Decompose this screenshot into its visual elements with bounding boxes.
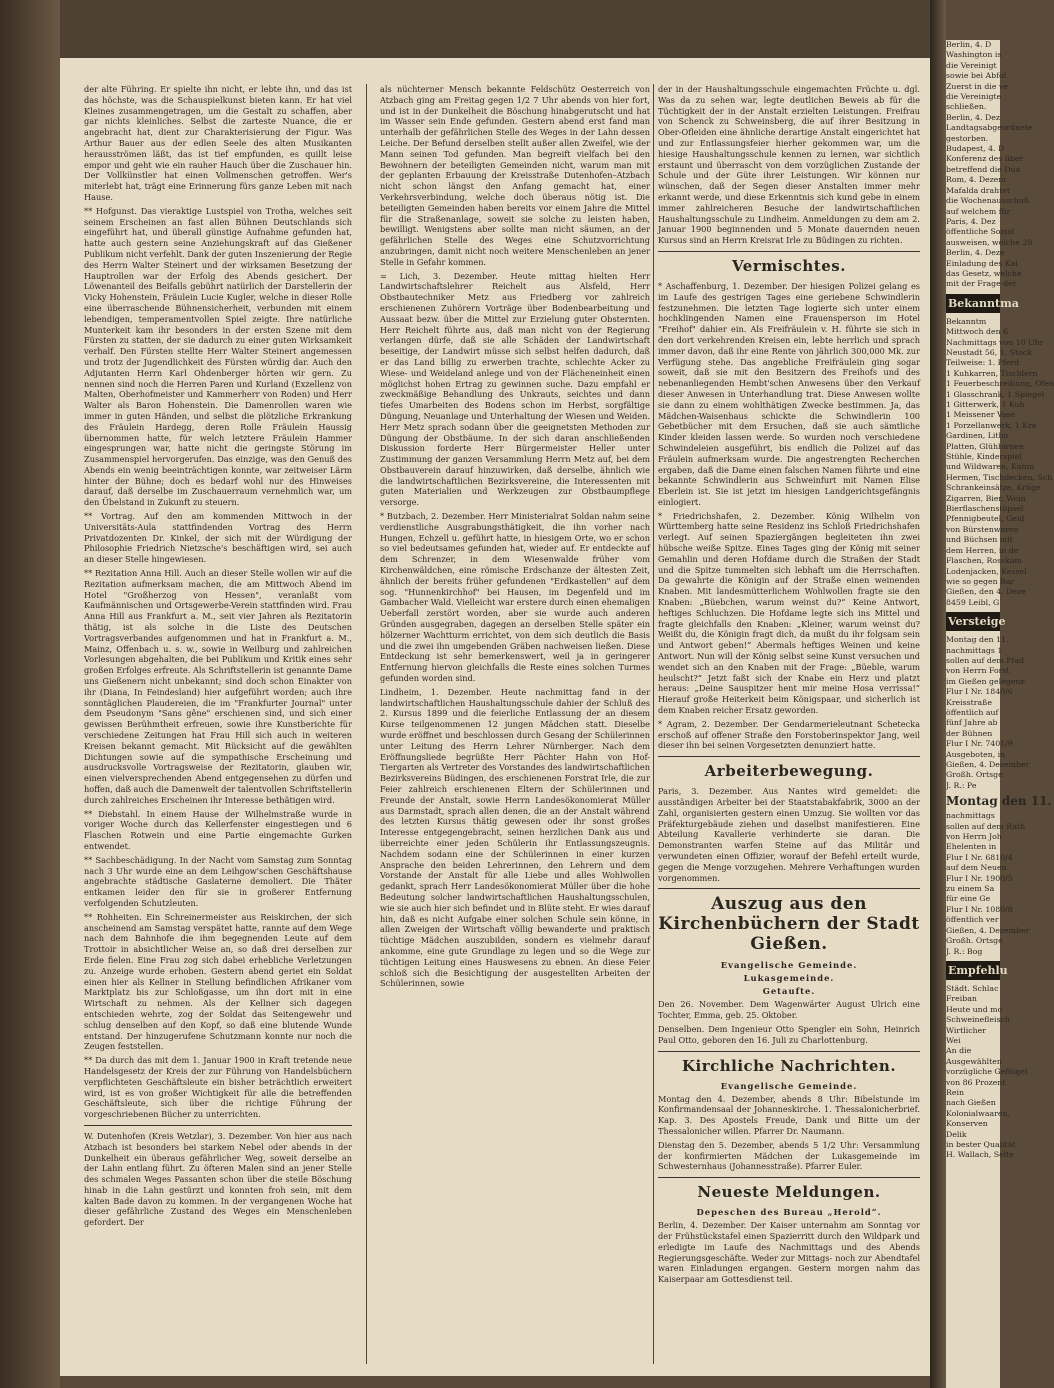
column-2: [380, 84, 650, 992]
adjacent-page-line: Einladung des Kai: [946, 258, 1018, 268]
adjacent-page-lines: [946, 40, 1033, 290]
adjacent-page-line: mit der Frage der: [946, 279, 1017, 289]
adjacent-page-lines: [946, 635, 1030, 791]
article-handelsgesetz: ** Da durch das mit dem 1. Januar 1900 in Kraft tretende neue Handelsgesetz der Kreis der zur Führung von Handelsbüchern verpflichteten Geschäftsleute ein bisher beträchtlich erweitert wird, ist es von großer Wichtigkeit für alle die betreffenden Geschäftsleute, sich über die richtige Führung der vorgeschriebenen Bücher zu unterrichten.: [84, 1055, 352, 1120]
article-butzbach: * Butzbach, 2. Dezember. Herr Ministerialrat Soldan nahm seine verdienstliche Ausgrabungsthätigkeit, die ihn vorher nach Hungen, Echzell u. geführt hatte, in hiesigem Orte, wo er schon so viel bedeutsames gefunden hat, wieder auf. Er entdeckte auf dem Schrenzer, in dem Wiesenwalde früher vom Kirchenwäldchen, eine römische Erdschanze der ältesten Zeit, ähnlich der bereits früher gefundenen "Erdkastellen" auf dem sog. "Hunnenkirchhof" bei Hausen, im Degenfeld und im Gambacher Wald. Vielleicht war erstere durch einen ehemaligen Ueberfall zerstört worden, aber sie wurde auch anderen Gründen ausgegraben, dagegen an derselben Stelle später ein hölzerner Wachtturm errichtet, von dem sich deutlich die Basis und die zwei ihn umgebenden Gräben nachweisen ließen. Diese Entdeckung ist sehr bemerkenswert, weil ja in geringerer Entfernung hiervon gleichfalls die Reste eines solchen Turmes gefunden worden sind.: [380, 511, 650, 684]
adjacent-page-line: Flaschen, Rosskam: [946, 556, 1022, 566]
adjacent-page-line: nach Gießen: [946, 1098, 996, 1108]
adjacent-page-lines: [946, 316, 1054, 608]
adjacent-page-line: Konserven: [946, 1119, 988, 1129]
adjacent-page-strip: [946, 40, 1054, 1388]
adjacent-page-line: H. Wallach, Selte: [946, 1150, 1014, 1160]
adjacent-page-line: und Büchsen mit: [946, 535, 1013, 545]
adjacent-page-line: Gießen, 4. Dezember: [946, 760, 1030, 769]
adjacent-page-line: 1 Feuerbeschreibung, Ofen: [946, 379, 1054, 389]
adjacent-page-line: die Vereinigte: [946, 92, 1002, 102]
adjacent-page-line: von Bürstenwaren: [946, 524, 1019, 534]
adjacent-page-line: sollen auf dem Pfad: [946, 655, 1025, 665]
adjacent-page-line: das Gesetz, welche: [946, 268, 1022, 278]
column-1: [84, 84, 352, 1231]
adjacent-page-line: sollen auf dem Rath: [946, 821, 1026, 831]
adjacent-page-line: auf welchem für: [946, 206, 1011, 216]
adjacent-page-line: Freiban: [946, 994, 977, 1004]
article-dutenhofen: W. Dutenhofen (Kreis Wetzlar), 3. Dezember. Von hier aus nach Atzbach ist besonders bei starkem Nebel oder abends in der Dunkelheit ein überaus gefährlicher Weg, soweit derselbe an der Lahn entlang führt. Zu öfteren Malen sind an jener Stelle des schmalen Weges Passanten schon über die steile Böschung hinab in die Lahn gestürzt und konnten froh sein, mit dem kalten Bade davon zu kommen. In der vergangenen Woche hat dieser gefährliche Zustand des Weges ein Menschenleben gefordert. Der: [84, 1130, 352, 1228]
article-vortrag: ** Vortrag. Auf den am kommenden Mittwoch in der Universitäts-Aula stattfindenden Vortrag des Herrn Privatdozenten Dr. Kinkel, der sich mit der Würdigung der Philosophie Friedrich Nietzsche's beschäftigen wird, sei auch an dieser Stelle hingewiesen.: [84, 511, 352, 565]
ad-heading-montag: Montag den 11.: [946, 794, 1052, 809]
page-fold-shadow: [930, 0, 946, 1388]
adjacent-page-line: Washington is: [946, 50, 1002, 60]
adjacent-page-line: 1 Glasschrank, 1 Spiegel: [946, 389, 1045, 399]
subheading-getaufte: Getaufte.: [762, 986, 816, 997]
adjacent-page-line: für eine Ge: [946, 894, 991, 904]
entry-baptism: Den 26. November. Dem Wagenwärter August Ulrich eine Tochter, Emma, geb. 25. Oktober.: [658, 999, 920, 1021]
adjacent-page-line: Schweinefleisch: [946, 1015, 1010, 1025]
entry-church-notice: Dienstag den 5. Dezember, abends 5 1/2 Uhr: Versammlung der konfirmierten Mädchen der Lukasgemeinde im Schwesternhaus (Johannesstraße). Pfarrer Euler.: [658, 1139, 920, 1172]
adjacent-page-line: Ehelenten in: [946, 842, 997, 852]
article-dutenhofen-cont: als nüchterner Mensch bekannte Feldschütz Oesterreich von Atzbach ging am Freitag gegen 1/2 7 Uhr abends von hier fort, und ist in der Dunkelheit die Böschung hinabgerutscht und hat im Wasser sein Ende gefunden. Gestern abend erst fand man unterhalb der gefährlichen Stelle des Weges in der Lahn dessen Leiche. Der Befund derselben stellt außer allen Zweifel, wie der Mann seinen Tod gefunden. Man begreift vielfach bei den Bewohnern der beteiligten Gemeinden nicht, warum man mit der geplanten Erbauung der Kreisstraße Dutenhofen–Atzbach nicht schon längst den Anfang gemacht hat, einer Verkehrsverbindung, welche doch überaus nötig ist. Die beteiligten Gemeinden haben bereits vor einem Jahre die Mittel für die Straßenanlage, soweit sie solche zu leisten haben, bewilligt. Wenigstens aber sollte man nicht säumen, an der gefährlichen Stelle des Weges eine Schutzvorrichtung anzubringen, damit nicht noch weitere Menschenleben an jener Stelle in Gefahr kommen.: [380, 84, 650, 267]
adjacent-page-line: Platten, Glühbirnen: [946, 441, 1024, 451]
adjacent-page-line: Pfennigbeutel, Geld: [946, 514, 1025, 524]
adjacent-page-line: Großh. Ortsge: [946, 770, 1003, 780]
article-aschaffenburg: * Aschaffenburg, 1. Dezember. Der hiesigen Polizei gelang es im Laufe des gestrigen Tages eine geriebene Schwindlerin festzunehmen. Die letzten Tage logierte sich unter einem hochklingenden Namen eine Frauensperson im Hotel "Freihof" dahier ein. Als Freifräulein v. H. führte sie sich in den dort verkehrenden Kreisen ein, lebte herrlich und sprach immer davon, daß ihr eine Rente von jährlich 300,000 Mk. zur Verfügung stehe. Das angebliche Freifräulein ging sogar soweit, daß sie mit den Besitzern des Freihofs und des nebenanliegenden Hembt'schen Anwesens über den Verkauf dieser Anwesen in Unterhandlung trat. Diese Anwesen wollte sie dann zu einem wohlthätigen Zwecke bestimmen. Ja, das Mädchen-Waisenhaus schickte die Schwindlerin 100 Gebetbücher mit dem Ersuchen, daß sie auch sämtliche Kinder kleiden lassen werde. So wurden noch verschiedene Schwindeleien ausgeführt, bis endlich die Polizei auf das Fräulein aufmerksam wurde. Die angestrengten Recherchen ergaben, daß die Dame einen falschen Namen führte und eine bekannte Schwindlerin aus Schweinfurt mit Namen Elise Eberlein ist. Sie ist jetzt im hiesigen Landgerichtsgefängnis einlogiert.: [658, 280, 920, 507]
adjacent-page-line: wie so gegen Bar: [946, 576, 1015, 586]
newspaper-page: [60, 58, 930, 1376]
adjacent-page-line: Budapest, 4. D: [946, 144, 1005, 154]
adjacent-page-line: Berlin, 4. D: [946, 40, 992, 49]
adjacent-page-line: Stühle, Kinderspiel: [946, 452, 1022, 462]
divider: [84, 1125, 352, 1126]
adjacent-page-line: Wei: [946, 1035, 961, 1045]
adjacent-page-line: im Gießen gelegene: [946, 676, 1025, 686]
adjacent-page-line: Ausgeboten, in: [946, 749, 1006, 759]
adjacent-page-line: der Bühnen: [946, 728, 993, 738]
adjacent-page-line: 8459 Leibl, G: [946, 597, 1000, 607]
column-rule: [366, 84, 367, 1364]
adjacent-page-line: Bierflaschenstöpsel: [946, 504, 1024, 514]
adjacent-page-line: fünf Jahre ab: [946, 718, 998, 728]
adjacent-page-line: Flur I Nr. 1840/6: [946, 687, 1013, 697]
adjacent-page-line: Zuerst in die ve: [946, 81, 1008, 91]
adjacent-page-line: Hermen, Tischdecken, Sch: [946, 472, 1053, 482]
adjacent-page-line: Bekanntm: [946, 316, 987, 326]
adjacent-page-line: 1 Meissener Vase: [946, 410, 1016, 420]
article-diebstahl: ** Diebstahl. In einem Hause der Wilhelmstraße wurde in voriger Woche durch das Kellerfenster eingestiegen und 6 Flaschen Rotwein und eine Partie eingemachte Gurken entwendet.: [84, 808, 352, 851]
article-berlin: Berlin, 4. Dezember. Der Kaiser unternahm am Sonntag vor der Frühstückstafel einen Spazierritt durch den Wildpark und erledigte im Laufe des Nachmittags und des Abends Regierungsgeschäfte. Weder zur Mittags- noch zur Abendtafel waren Einladungen ergangen. Gestern morgen nahm das Kaiserpaar am Gottesdienst teil.: [658, 1220, 920, 1285]
divider: [658, 251, 920, 252]
adjacent-page-line: 1 Kuhkarren, Tischlern: [946, 368, 1038, 378]
section-heading-arbeiterbewegung: Arbeiterbewegung.: [704, 762, 874, 781]
adjacent-page-line: Flur I Nr. 6810/4: [946, 852, 1013, 862]
adjacent-page-line: zu einem Sa: [946, 884, 995, 894]
adjacent-page-line: Städt. Schlac: [946, 983, 999, 993]
adjacent-page-line: auf dem Neuen: [946, 863, 1007, 873]
article-paris: Paris, 3. Dezember. Aus Nantes wird gemeldet: die ausständigen Arbeiter bei der Staatstabakfabrik, 3000 an der Zahl, organisierten gestern einen Umzug. Sie wollten vor das Präfekturgebäude ziehen und daselbst manifestieren. Eine Abteilung Kavallerie verhinderte sie daran. Die Demonstranten warfen Steine auf das Militär und verwundeten einen Offizier, worauf der Befehl erteilt wurde, gegen die Menge vorzugehen. Mehrere Verhaftungen wurden vorgenommen.: [658, 786, 920, 883]
adjacent-page-line: Gießen, 4. Dezember: [946, 925, 1030, 935]
divider: [658, 756, 920, 757]
ad-box-versteigerung: Versteige: [946, 612, 1000, 631]
adjacent-page-line: Neustadt 56, 1. Stock: [946, 347, 1032, 357]
adjacent-page-line: öffentlich auf: [946, 707, 999, 717]
adjacent-page-line: Montag den 11.: [946, 635, 1009, 645]
adjacent-page-line: An die: [946, 1046, 972, 1056]
adjacent-page-line: Rom, 4. Dezem: [946, 175, 1006, 185]
adjacent-page-line: von 86 Prozent: [946, 1077, 1006, 1087]
adjacent-page-line: und Wildwaren, Kanin: [946, 462, 1035, 472]
adjacent-page-line: nachmittags: [946, 811, 995, 821]
adjacent-page-line: Mittwoch den 6: [946, 327, 1009, 337]
article-lindheim-cont: der in der Haushaltungsschule eingemachten Früchte u. dgl. Was da zu sehen war, legte deutlichen Beweis ab für die Tüchtigkeit der in der Anstalt erzielten Leistungen. Freifrau von Schenck zu Schweinsberg, die auf ihrer Besitzung in Ober-Ofleiden eine ähnliche derartige Anstalt eingerichtet hat und zur Entlassungsfeier hierher gekommen war, um die hiesige Haushaltungsschule kennen zu lernen, war sichtlich erstaunt und überrascht von dem vorzüglichen Zustande der Schule und der Güte ihrer Leistungen. Wir können nur wünschen, daß der Segen dieser Anstalten immer mehr erkannt werde, und diese Erkenntnis sich kund gebe in einem immer zahlreicheren Besuche der landwirtschaftlichen Haushaltungsschule zu Lindheim. Anmeldungen zu dem am 2. Januar 1900 beginnenden und 5 Monate dauernden neuen Kursus sind an Herrn Kreisrat Irle zu Büdingen zu richten.: [658, 84, 920, 246]
adjacent-page-line: Landtagsabgeordnete: [946, 123, 1033, 133]
adjacent-page-line: Flur I Nr. 1080/8: [946, 904, 1013, 914]
adjacent-page-line: vorzügliche Geflügel: [946, 1067, 1028, 1077]
adjacent-page-line: Berlin, 4. Dez: [946, 112, 1000, 122]
adjacent-page-line: J. R.: Bog: [946, 946, 983, 956]
adjacent-page-line: J. R.: Pe: [946, 780, 977, 790]
adjacent-page-line: sowie bei Abfol: [946, 71, 1007, 81]
divider: [658, 888, 920, 889]
article-hofgunst: ** Hofgunst. Das vieraktige Lustspiel von Trotha, welches seit seinem Erscheinen an fast allen Bühnen Deutschlands sich eingeführt hat, und überall günstige Aufnahme gefunden hat, hatte auch gestern seine Anziehungskraft auf das Gießener Publikum nicht verfehlt. Dank der guten Inszenierung der Regie des Herrn Walter Steinert und der wirksamen Besetzung der Hauptrollen war der Erfolg des Abends gesichert. Der Löwenanteil des Beifalls gebührt natürlich der Darstellerin der Vicky Hohenstein, Fräulein Lucie Kugler, welche in dieser Rolle eine überraschende Bühnensicherheit, verbunden mit einem lebendigen, temperamentvollen Spiel zeigte. Ihre natürliche Munterkeit kam ihr besonders in der ersten Szene mit dem Fürsten zu statten, der sie dadurch zu einer guten Wirksamkeit verhalf. Den Fürsten stellte Herr Walter Steinert angemessen und trotz der Jugendlichkeit des Fürsten würdig dar. Auch den Adjutanten Herrn Karl Ohdenberger hörten wir gern. Zu nennen sind noch die Herren Paren und Kurland (Exzellenz von Malten, Oberhofmeister und Kammerherr von Roden) und Herr Walter als Baron Hohenstein. Die Damenrollen waren wie immer in guten Händen, und selbst die plötzliche Erkrankung des Fräulein Hardegg, deren Rolle Fräulein Haussig übernommen hatte, für welch letztere Fräulein Hammer eingesprungen war, hatte nicht die geringste Störung im Zusammenspiel hervorgerufen. Das einzige, was den Genuß des Abends ein wenig beeinträchtigen konnte, war zeitweiser Lärm hinter der Bühne; doch es bedarf wohl nur des Hinweises darauf, daß derselbe im Zuschauerraum vernehmlich war, um den Übelstand in Zukunft zu steuern.: [84, 205, 352, 508]
column-rule: [653, 84, 654, 1364]
adjacent-page-lines: [946, 811, 1030, 957]
column-3: [658, 84, 920, 1288]
adjacent-page-line: Paris, 4. Dez: [946, 216, 996, 226]
adjacent-page-line: 1 Porzellanwerk, 1 Kre: [946, 420, 1037, 430]
article-sachbeschaedigung: ** Sachbeschädigung. In der Nacht vom Samstag zum Sonntag nach 3 Uhr wurde eine an dem Leihgow'schen Geschäftshause angebrachte städtische Gaslaterne demoliert. Die Thäter entkamen leider den für sie in großerer Entfernung verfolgenden Schutzleuten.: [84, 854, 352, 908]
adjacent-page-line: ausweisen, welche 20: [946, 237, 1033, 247]
subheading-evangelische-gemeinde: Evangelische Gemeinde.: [720, 1080, 858, 1091]
adjacent-page-line: 1 Gitterwerk, 1 Kuh: [946, 400, 1025, 409]
adjacent-page-line: Großh. Ortsge: [946, 936, 1003, 946]
section-heading-kirchenbuecher: Auszug aus den Kirchenbüchern der Stadt Gießen.: [658, 894, 920, 955]
adjacent-page-line: Mafalda drahtet: [946, 185, 1011, 195]
section-heading-kirchliche-nachrichten: Kirchliche Nachrichten.: [681, 1056, 897, 1075]
adjacent-page-line: Zigarren, Bier, Wein: [946, 493, 1026, 503]
adjacent-page-line: Nachmittags von 10 Uhr: [946, 337, 1044, 347]
adjacent-page-line: Delik: [946, 1129, 967, 1139]
ad-box-bekanntmachung: Bekanntma: [946, 294, 1000, 313]
subheading-lukasgemeinde: Lukasgemeinde.: [743, 973, 835, 984]
adjacent-page-line: Rein: [946, 1087, 964, 1097]
page-top-band: [60, 0, 930, 58]
adjacent-page-line: Berlin, 4. Deze: [946, 248, 1005, 258]
adjacent-page-line: gestorben.: [946, 133, 989, 143]
article-lindheim: Lindheim, 1. Dezember. Heute nachmittag fand in der landwirtschaftlichen Haushaltungsschule dahier der Schluß des 2. Kursus 1899 und die feierliche Entlassung der an diesem Kurse teilgenommenen 12 jungen Mädchen statt. Dieselbe wurde eröffnet und beschlossen durch Gesang der Schülerinnen unter Leitung des Herrn Lehrer Nürnberger. Nach dem Eröffnungsliede begrüßte Herr Pächter Hahn von Hof-Tiergarten als Vertreter des Vorstandes des landwirtschaftlichen Bezirksvereins Büdingen, des erschienenen Forstrat Irle, die zur Feier zahlreich erschienenen Eltern der Schülerinnen und Freunde der Anstalt, sowie Herrn Landesökonomierat Müller aus Darmstadt, sprach allen denen, die an der Anstalt während des letzten Kursus thätig gewesen oder ihr sonst großes Interesse entgegengebracht, seinen herzlichen Dank aus und überreichte einer jeden Schülerin ihr Entlassungszeugnis. Nachdem sodann eine der Schülerinnen in einer kurzen Ansprache den beiden Lehrerinnen, den Lehrern und dem Vorstande der Anstalt für alle Liebe und alles Wohlwollen gedankt, sprach Herr Landesökonomierat Müller über die hohe Bedeutung solcher landwirtschaftlichen Haushaltungsschulen, wie sie auch hier sich befindet und in Blüte steht. Er wies darauf hin, daß es nicht Aufgabe einer solchen Schule sein könne, in allen Zweigen der Wirtschaft völlig bewanderte und praktisch tüchtige Mädchen auszubilden, sondern es vielmehr darauf ankomme, eine gute Grundlage zu legen und so die Wege zur tüchtigen Leitung eines Hauswesens zu ebnen. An diese Feier schloß sich die Besichtigung der ausgestellten Arbeiten der Schülerinnen, sowie: [380, 686, 650, 989]
divider: [658, 1051, 920, 1052]
adjacent-page-line: Gardinen, Litho: [946, 431, 1009, 441]
adjacent-page-line: die Wochenausschuß: [946, 196, 1030, 206]
adjacent-page-line: Kolonialwaaren,: [946, 1108, 1010, 1118]
adjacent-page-line: von Herrn Joh: [946, 832, 1002, 842]
adjacent-page-line: Kreisstraße: [946, 697, 992, 707]
adjacent-page-line: Wirtlicher: [946, 1025, 986, 1035]
adjacent-page-line: nachmittags 1: [946, 645, 1003, 655]
adjacent-page-line: schließen.: [946, 102, 987, 112]
entry-baptism: Denselben. Dem Ingenieur Otto Spengler ein Sohn, Heinrich Paul Otto, geboren den 16. Juli zu Charlottenburg.: [658, 1023, 920, 1045]
adjacent-page-line: Ausgewählten: [946, 1056, 1002, 1066]
adjacent-page-line: Flur I Nr. 7401/9: [946, 739, 1013, 749]
adjacent-page-line: Konferenz des liber: [946, 154, 1024, 164]
article-friedrichshafen: * Friedrichshafen, 2. Dezember. König Wilhelm von Württemberg hatte seine Residenz ins Schloß Friedrichshafen verlegt. Auf seinen Spaziergängen begleiteten ihn zwei hübsche weiße Spitze. Eines Tages ging der König mit seiner Gemahlin und deren Hofdame durch die Straßen der Stadt und die Spitze tummelten sich lebhaft um die Herrschaften. Da gewahrte die Königin auf der Straße einen weinenden Knaben. Mit landesmütterlichem Wohlwollen fragte sie den Knaben: „Büebchen, warum weinst du?“ Keine Antwort, heftiges Schluchzen. Die Hofdame legte sich ins Mittel und fragte gleichfalls den Knaben: „Kleiner, warum weinst du? Weißt du, die Königin fragt dich, da mußt du ihr folgsam sein und Antwort geben!“ Abermals heftiges Weinen und keine Antwort. Nun will der König selbst seine Kunst versuchen und wendet sich an den Knaben mit der Frage: „Büeble, warum heulscht?“ Jetzt faßt sich der Knabe ein Herz und platzt heraus: „Deine Sauspitzer hent mir meine Hosa verrissa!“ Hierauf große Heiterkeit beim Königspaar, und sicherlich ist dem Knaben reicher Ersatz geworden.: [658, 510, 920, 716]
adjacent-page-line: von Herrn Forst: [946, 666, 1010, 676]
adjacent-page-line: die Vereinigt: [946, 60, 997, 70]
adjacent-page-line: Flur I Nr. 1900/5: [946, 873, 1013, 883]
section-heading-neueste-meldungen: Neueste Meldungen.: [697, 1183, 881, 1202]
subheading-depeschen: Depeschen des Bureau „Herold“.: [696, 1207, 882, 1218]
ad-box-empfehlung: Empfehlu: [946, 961, 1000, 980]
section-heading-vermischtes: Vermischtes.: [732, 256, 846, 275]
adjacent-page-line: Schrankeinsätze, Krüge: [946, 483, 1041, 493]
divider: [658, 1177, 920, 1178]
subheading-evangelische-gemeinde: Evangelische Gemeinde.: [720, 960, 858, 971]
adjacent-page-line: Teilweise: 1. Pferd: [946, 358, 1020, 368]
adjacent-page-line: Heute und mo: [946, 1004, 1003, 1014]
adjacent-page-line: dem Herren, in de: [946, 545, 1019, 555]
adjacent-page-line: öffentliche Sozial: [946, 227, 1015, 237]
article-lich: = Lich, 3. Dezember. Heute mittag hielten Herr Landwirtschaftslehrer Reichelt aus Alsfeld, Herr Obstbautechniker Metz aus Friedberg vor zahlreich erschienenen Zuhörern Vorträge über Bodenbearbeitung und Aussaat bezw. über die Mittel zur Erzielung guter Obsternten. Herr Reichelt führte aus, daß man nicht von der Regierung verlangen dürfe, daß sie alle Schäden der Landwirtschaft beseitige, der Landwirt müsse sich selbst helfen dadurch, daß er das Land billig zu erwerben trachte, schlechte Acker zu Wiese- und Weideland anlege und von der Flächeneinheit einen möglichst hohen Ertrag zu gewinnen suche. Dazu empfahl er zweckmäßige Behandlung des Unkrauts, seichtes und dann tiefes Umarbeiten des Bodens schon im Herbst, sorgfältige Düngung, Neuanlage und Unterhaltung der Wiesen und Weiden. Herr Metz sprach sodann über die geeignetsten Methoden zur Düngung der Obstbäume. In der sich daran anschließenden Diskussion forderte Herr Bürgermeister Heller unter Zustimmung der ganzen Versammlung Herrn Metz auf, bei dem Obstbauverein darauf hinzuwirken, daß derselbe, ähnlich wie die landwirtschaftlichen Bezirksvereine, die Interessenten mit guten Materialien und Werkzeugen zur Obstbaumpflege versorge.: [380, 270, 650, 508]
adjacent-page-line: in bester Qualität: [946, 1140, 1016, 1149]
book-spine-left: [0, 0, 60, 1388]
adjacent-page-line: Gießen, den 4. Deze: [946, 587, 1026, 597]
article-paragraph: der alte Führing. Er spielte ihn nicht, er lebte ihn, und das ist das höchste, was die Schauspielkunst bieten kann. Er hat viel Kleines zusammengetragen, um die Gestalt zu schaffen, aber gar nichts kleinliches. Selbst die zarteste Nuance, die er angebracht hat, dient zur Charakterisierung der Figur. Was Arthur Bauer aus der edlen Seele des alten Musikanten herausströmen läßt, das ist tief empfunden, es quillt leise empor und geht wie ein rauher Hauch über die Zuschauer hin. Der Vollkünstler hat einen Vollmenschen getroffen. Wer's miterlebt hat, trägt eine Erinnerung fürs ganze Leben mit nach Hause.: [84, 84, 352, 202]
entry-church-notice: Montag den 4. Dezember, abends 8 Uhr: Bibelstunde im Konfirmandensaal der Johanneskirche. 1. Thessalonicherbrief. Kap. 3. Des Apostels Freude, Dank und Bitte um der Thessalonicher willen. Pfarrer Dr. Naumann.: [658, 1093, 920, 1136]
adjacent-page-lines: [946, 983, 1028, 1161]
adjacent-page-line: betreffend die Dua: [946, 164, 1021, 174]
article-agram: * Agram, 2. Dezember. Der Gendarmerieleutnant Schetecka erschoß auf offener Straße den Forstoberinspektor Jang, weil dieser ihn bei seinen Vorgesetzten denunziert hatte.: [658, 718, 920, 751]
article-rohheiten: ** Rohheiten. Ein Schreinermeister aus Reiskirchen, der sich anscheinend am Samstag verspätet hatte, rannte auf dem Wege nach dem Bahnhofe die ihm begegnenden Leute auf dem Trottoir in absichtlicher Weise an, so daß drei derselben zur Erde fielen. Eine Frau zog sich dabei erhebliche Verletzungen zu. Anzeige wurde erhoben. Gestern abend geriet ein Soldat einen hier als Kellner in Stellung befindlichen Afrikaner vom Marktplatz bis zur Schloßgasse, um ihn dort mit in eine Wirtschaft zu nehmen. Als der Kellner sich dagegen entschieden wehrte, zog der Soldat das Seitengewehr und schlug denselben auf den Kopf, so daß eine blutende Wunde entstand. Der hinzugerufene Schutzmann konnte nur noch die Zeugen feststellen.: [84, 911, 352, 1052]
adjacent-page-line: öffentlich ver: [946, 915, 999, 925]
article-rezitation: ** Rezitation Anna Hill. Auch an dieser Stelle wollen wir auf die Rezitation aufmerksam machen, die am Mittwoch Abend im Hotel "Großherzog von Hessen", veranlaßt vom Kaufmännischen und Ortsgewerbe-Verein stattfinden wird. Frau Anna Hill aus Frankfurt a. M., seit vier Jahren als Rezitatorin thätig, ist als solche in die Liste des Deutschen Vortragsverbandes aufgenommen und hat in Frankfurt a. M., Mainz, Offenbach u. s. w., sowie in Weilburg und zahlreichen Vorlesungen abgehalten, die bei Publikum und Kritik eines sehr großen Erfolges erfreute. Als Schriftstellerin ist genannte Dame uns Gießenern nicht unbekannt; sind doch schon Einakter von ihr (Diana, In Feindesland) hier aufgeführt worden; auch ihre sonntäglichen Plaudereien, die im "Frankfurter Journal" unter dem Pseudonym "Sans gêne" erschienen sind, und sich einer gewissen Berühmtheit erfreuen, sowie ihre Kunstberichte für verschiedene Zeitungen hat Frau Hill sich auch in weiteren Kreisen bekannt gemacht. Mit Rücksicht auf die gewählten Dichtungen sowie auf die sympathische Erscheinung und ausdrucksvolle Vortragsweise der Rezitatorin, glauben wir, einen vielversprechenden Abend entgegensehen zu dürfen und hoffen, daß auch die Damenwelt der talentvollen Schriftstellerin durch zahlreiches Erscheinen ihr Interesse bethätigen wird.: [84, 568, 353, 805]
adjacent-page-line: Lodenjacken, Kessel: [946, 566, 1027, 576]
